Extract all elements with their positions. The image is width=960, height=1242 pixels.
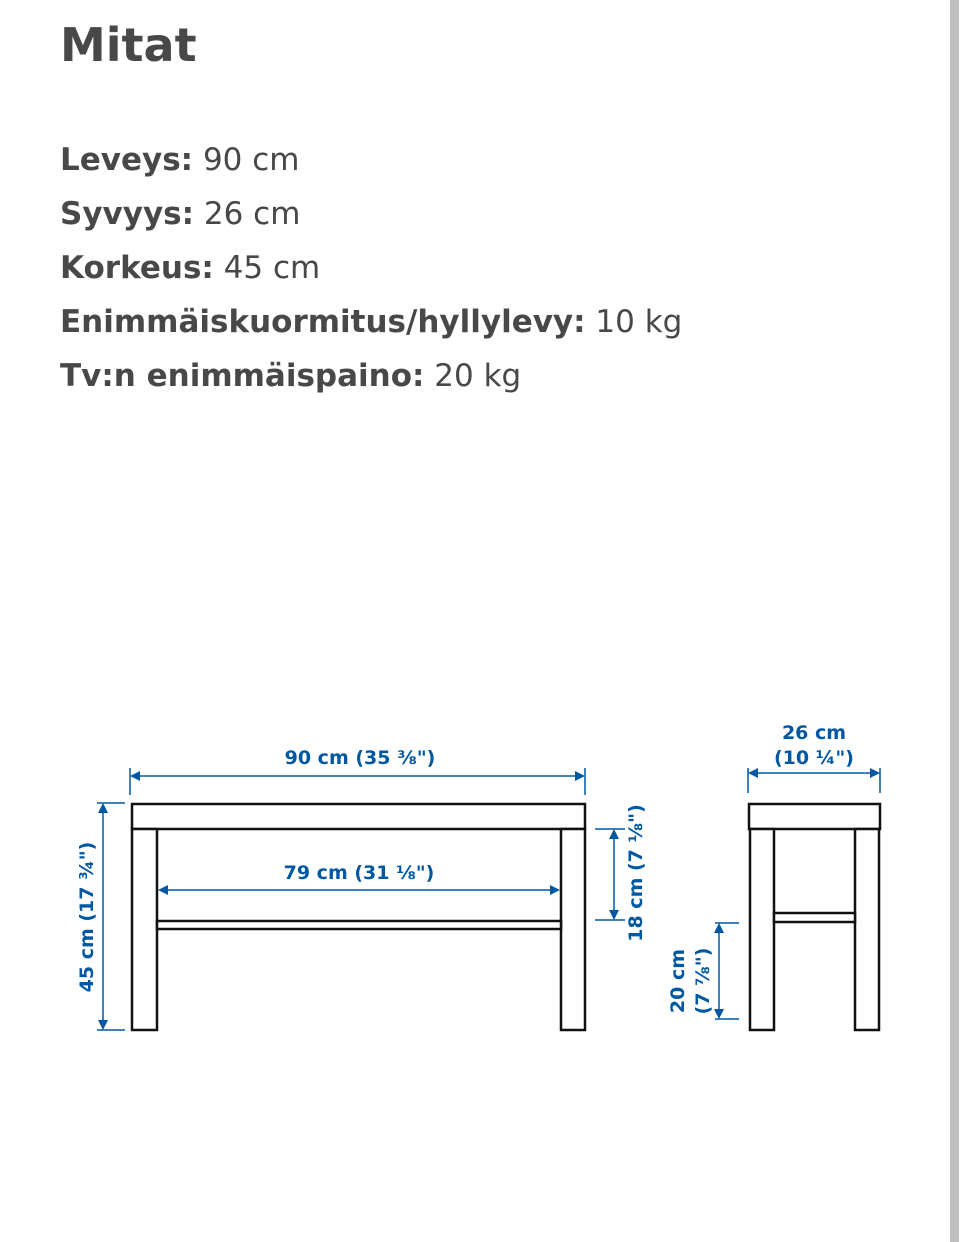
spec-label: Enimmäiskuormitus/hyllylevy: (60, 304, 586, 340)
spec-value: 45 cm (223, 250, 321, 286)
spec-value: 90 cm (202, 142, 300, 178)
side-view (667, 722, 880, 1030)
side-shelf (774, 913, 855, 922)
tabletop (132, 804, 585, 829)
spec-value: 20 kg (434, 358, 522, 394)
spec-label: Korkeus: (60, 250, 214, 286)
spec-label: Tv:n enimmäispaino: (60, 358, 425, 394)
shelf (157, 921, 561, 929)
height-label: 45 cm (17 ¾") (76, 841, 98, 993)
spec-value: 10 kg (595, 304, 683, 340)
spec-value: 26 cm (203, 196, 301, 232)
spec-label: Leveys: (60, 142, 194, 178)
side-back-leg (855, 829, 879, 1030)
side-tabletop (749, 804, 880, 829)
depth-label-in: (10 ¼") (774, 747, 854, 769)
scrollbar[interactable] (950, 0, 959, 1242)
front-view (76, 747, 647, 1030)
shelf-gap-label: 18 cm (7 ⅛") (625, 804, 647, 942)
page-title: Mitat (60, 18, 197, 72)
side-front-leg (750, 829, 774, 1030)
width-label: 90 cm (35 ⅜") (284, 747, 436, 769)
right-leg (561, 829, 585, 1030)
side-shelf-height-in: (7 ⅞") (692, 947, 714, 1015)
depth-label-cm: 26 cm (781, 722, 847, 744)
spec-label: Syvyys: (60, 196, 195, 232)
left-leg (132, 829, 157, 1030)
inner-width-label: 79 cm (31 ⅛") (283, 862, 435, 884)
side-shelf-height-cm: 20 cm (667, 948, 689, 1014)
